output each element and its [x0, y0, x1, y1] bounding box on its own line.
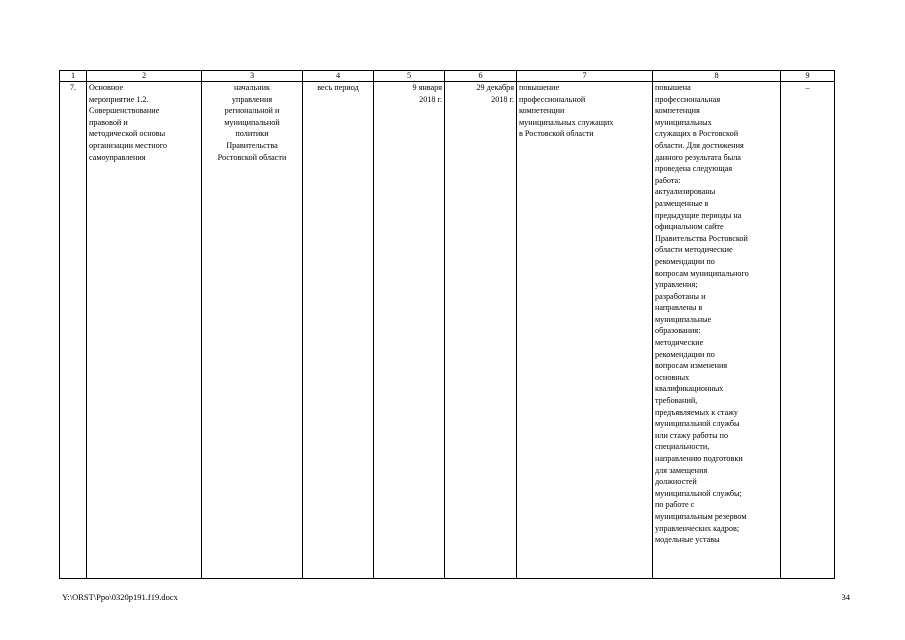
footer-file-path: Y:\ORST\Ppo\0320p191.f19.docx	[62, 592, 178, 602]
actual-result-text: повышена профессиональная компетенция муниципальных служащих в Ростовской области. Для достижения данного результата была проведена следующая работа: актуализированы размещенные в предыдущие периоды на официальном сайте Правительства Ростовской области методические рекомендации по вопросам муниципального управления; разработаны и направлены в муниципальные образования: методические рекомендации по вопросам изменения основных квалификационных требований, предъявляемых к стажу муниципальной службы или стажу работы по специальности, направлению подготовки для замещения должностей муниципальной службы; по работе с муниципальным резервом управленческих кадров; модельные уставы	[655, 83, 749, 545]
actual-result-cell	[653, 82, 781, 579]
activity-text: Основное мероприятие 1.2. Совершенствование правовой и методической основы организации местного самоуправления	[89, 83, 167, 162]
column-header: 2	[87, 71, 202, 82]
header-row	[60, 71, 835, 82]
period-text: весь период	[317, 83, 359, 92]
expected-result-text: повышение профессиональной компетенции муниципальных служащих в Ростовской области	[519, 83, 614, 139]
activity-cell	[87, 82, 202, 579]
table-row	[60, 82, 835, 579]
column-header: 3	[202, 71, 303, 82]
start-date-cell	[374, 82, 445, 579]
end-date-text: 29 декабря 2018 г.	[476, 83, 514, 104]
column-header: 7	[517, 71, 653, 82]
problems-text: –	[805, 83, 810, 92]
column-header: 9	[781, 71, 835, 82]
period-cell	[303, 82, 374, 579]
column-header: 8	[653, 71, 781, 82]
end-date-cell	[445, 82, 517, 579]
column-header: 1	[60, 71, 87, 82]
column-header: 4	[303, 71, 374, 82]
responsible-cell	[202, 82, 303, 579]
responsible-text: начальник управления региональной и муниципальной политики Правительства Ростовской области	[217, 83, 287, 162]
report-table	[59, 70, 835, 579]
row-number: 7.	[69, 83, 77, 92]
row-number-cell	[60, 82, 87, 579]
start-date-text: 9 января 2018 г.	[412, 83, 442, 104]
column-header: 5	[374, 71, 445, 82]
footer-page-number: 34	[841, 592, 850, 602]
problems-cell	[781, 82, 835, 579]
column-header: 6	[445, 71, 517, 82]
expected-result-cell	[517, 82, 653, 579]
